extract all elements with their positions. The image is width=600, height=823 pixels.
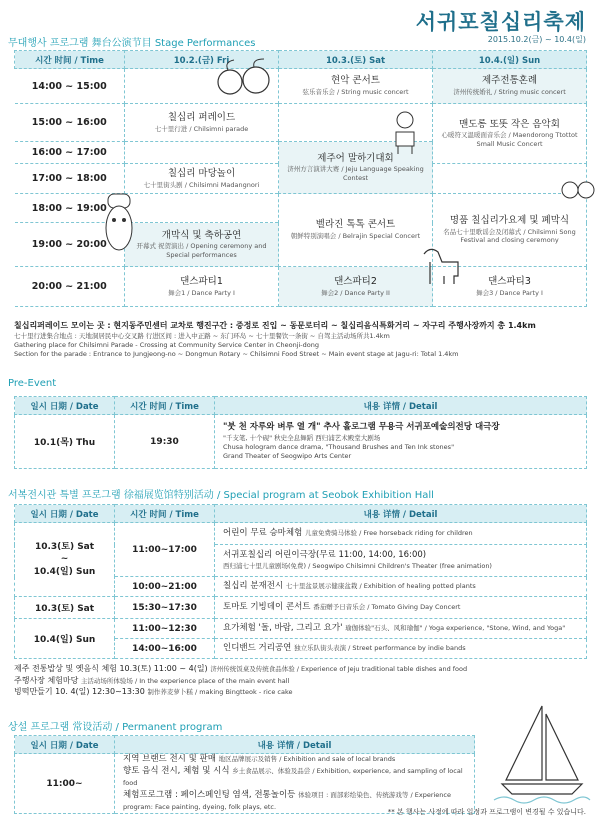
time-slot: 18:00 ~ 19:00 [15, 194, 125, 223]
seobok-date3: 10.4(일) Sun [15, 619, 115, 659]
header-day2: 10.3.(토) Sat [279, 51, 433, 69]
seobok-table [14, 504, 587, 659]
pre-event-time: 19:30 [115, 415, 215, 469]
header-time: 시간 时间 / Time [115, 397, 215, 415]
seobok-section-title: 서복전시관 특별 프로그램 徐福展览馆特别活动 / Special program at Seobok Exhibition Hall [8, 490, 434, 501]
pre-event-date: 10.1(목) Thu [15, 415, 115, 469]
tangerine-illustration [214, 58, 274, 96]
parade-note-line4: Section for the parade : Entrance to Jungjeong-no ~ Dongmun Rotary ~ Chilsimni Food Street ~ Main event stage at Jagu-ri: Total 1.4km [14, 350, 459, 359]
time-slot: 16:00 ~ 17:00 [15, 142, 125, 164]
header-date: 일시 日期 / Date [15, 736, 115, 754]
seobok-row1: 어린이 무료 승마체험 儿童免费骑马体验 / Free horseback riding for children [215, 523, 587, 545]
seobok-note-line2: 주행사장 체험마당 [14, 675, 79, 685]
tangerine-small-illustration [560, 176, 596, 200]
sailboat-illustration [492, 700, 592, 804]
seobok-row4: 토마토 기빙데이 콘서트 番茄赠予日音乐会 / Tomato Giving Day Concert [215, 597, 587, 619]
perf-song-festival: 명품 칠십리가요제 및 폐막식 名品七十里歌谣会及闭幕式 / Chilsimni Song Festival and closing ceremony [433, 194, 587, 267]
time-slot: 19:00 ~ 20:00 [15, 223, 125, 267]
time-slot: 14:00 ~ 15:00 [15, 69, 125, 104]
seobok-time1: 11:00~17:00 [115, 523, 215, 577]
header-content: 내용 详情 / Detail [215, 397, 587, 415]
time-slot: 15:00 ~ 16:00 [15, 104, 125, 142]
seobok-row2: 서귀포칠십리 어린이극장(무료 11:00, 14:00, 16:00) 西归浦七十里儿童剧场(免费) / Seogwipo Chilsimni Children's Theater (free animation) [215, 545, 587, 577]
perf-jeju-speaking: 제주어 말하기대회 济州方言演讲大赛 / Jeju Language Speaking Contest [279, 142, 433, 194]
perf-mandolin-concert: 맨도롱 또똣 작은 음악회 心暖符又温暖面音乐会 / Maendorong Ttottot Small Music Concert [433, 104, 587, 164]
header-day1: 10.2.(금) Fri [125, 51, 279, 69]
stage-section-title: 무대행사 프로그램 舞台公演节目 Stage Performances [8, 38, 256, 49]
header-day3: 10.4.(일) Sun [433, 51, 587, 69]
seobok-row6: 인디밴드 거리공연 独立乐队街头表演 / Street performance by indie bands [215, 639, 587, 659]
pre-event-table [14, 396, 587, 469]
seobok-row3: 칠십리 분재전시 七十里盆景展示健康盆栽 / Exhibition of healing potted plants [215, 577, 587, 597]
seobok-time3: 15:30~17:30 [115, 597, 215, 619]
seobok-row5: 요가체험 '돌, 바람, 그리고 요가' 瑜伽体验"石头、风和瑜伽" / Yoga experience, "Stone, Wind, and Yoga" [215, 619, 587, 639]
header-content: 내용 详情 / Detail [115, 736, 475, 754]
permanent-table [14, 735, 475, 814]
permanent-detail: 지역 브랜드 전시 및 판매 地区品牌展示及销售 / Exhibition and sale of local brands 향토 음식 전시, 체험 및 시식 乡土食品展示、体验及品尝 / Exhibition, experience, and sampling of local food 체험프로그램 : 페이스페인팅 염색, 전통놀이등 体验项目 : 面部彩绘染色、传统游戏等 / Experience program: Face painting, dyeing, folk plays, etc. [115, 754, 475, 814]
festival-logo [416, 6, 586, 45]
parade-note [14, 320, 536, 360]
dolhareubang-illustration [102, 190, 136, 260]
logo-date: 2015.10.2(금) ~ 10.4(일) [487, 35, 586, 44]
seobok-time2: 10:00~21:00 [115, 577, 215, 597]
seobok-time4: 11:00~12:30 [115, 619, 215, 639]
pre-event-title: Pre-Event [8, 378, 57, 389]
seobok-date-range: 10.3(토) Sat ~ 10.4(일) Sun [15, 523, 115, 597]
stage-schedule-table [14, 50, 587, 307]
seobok-time5: 14:00~16:00 [115, 639, 215, 659]
seobok-date2: 10.3(토) Sat [15, 597, 115, 619]
perf-hyeonak: 현악 콘서트 弦乐音乐会 / String music concert [279, 69, 433, 104]
perf-belrajin: 벨라진 톡톡 콘서트 朝鲜特别演唱会 / Belrajin Special Concert [279, 194, 433, 267]
header-date: 일시 日期 / Date [15, 505, 115, 523]
seobok-note: 제주 전통밥상 및 옛음식 체험 10.3(토) 11:00 ~ 4(일) 济州传统饭桌及传统食品体验 / Experience of Jeju traditional table dishes and food 주행사장 체험마당 主活动场所体验场 / In the experience place of the main event hall 빙떡만들기 10. 4(일) 12:30~13:30 制作荞麦萝卜糕 / making Bingtteok - rice cake [14, 664, 468, 697]
seobok-note-line1: 제주 전통밥상 및 옛음식 체험 10.3(토) 11:00 ~ 4(일) [14, 664, 208, 673]
empty-cell [125, 142, 279, 164]
perf-parade: 칠십리 퍼레이드 七十里行进 / Chilsimni parade [125, 104, 279, 142]
header-time: 시간 时间 / Time [15, 51, 125, 69]
child-illustration [388, 110, 422, 156]
time-slot: 17:00 ~ 18:00 [15, 164, 125, 194]
permanent-time: 11:00~ [15, 754, 115, 814]
perf-dance1: 댄스파티1 舞会1 / Dance Party I [125, 267, 279, 307]
perf-traditional-wedding: 제주전통혼례 济州传统婚礼 / String music concert [433, 69, 587, 104]
empty-cell [125, 194, 279, 223]
perf-madang: 칠십리 마당놀이 七十里街头剧 / Chilsimni Madangnori [125, 164, 279, 194]
perf-opening: 개막식 및 축하공연 开幕式 祝贺演出 / Opening ceremony and Special performances [125, 223, 279, 267]
logo-title: 서귀포칠십리축제 [415, 9, 586, 34]
pre-event-detail: "붓 천 자루와 벼루 열 개" 추사 홀로그램 무용극 서귀포예술의전당 대극장 "千支笔, 十个砚" 秋史全息舞蹈 西归浦艺术殿堂大剧场 Chusa hologram dance drama, "Thousand Brushes and Ten Ink stones" Grand Theater of Seogwipo Arts Center [215, 415, 587, 469]
parade-note-line1: 칠십리퍼레이드 모이는 곳 : 현지동주민센터 교차로 행진구간 : 중정로 진입 ~ 동문로터리 ~ 칠십리음식특화거리 ~ 자구리 주행사장까지 총 1.4km [14, 321, 536, 330]
parade-note-line3: Gathering place for Chilsimni Parade - Crossing at Community Service Center in Cheonji-dong [14, 341, 319, 350]
seobok-note-line3: 빙떡만들기 10. 4(일) 12:30~13:30 [14, 687, 145, 697]
parade-note-line2: 七十里行进集合地点 : 天地洞居民中心交叉路 行进区间 : 进入中正路 ~ 东门环岛 ~ 七十里餐饮一条街 ~ 自驾主活动场所共1.4km [14, 331, 390, 340]
header-date: 일시 日期 / Date [15, 397, 115, 415]
header-time: 시간 时间 / Time [115, 505, 215, 523]
footer-note: ** 본 행사는 사정에 따라 일정과 프로그램이 변경될 수 있습니다. [387, 808, 586, 816]
time-slot: 20:00 ~ 21:00 [15, 267, 125, 307]
perf-dance2: 댄스파티2 舞会2 / Dance Party II [279, 267, 433, 307]
perf-dance3: 댄스파티3 舞会3 / Dance Party I [433, 267, 587, 307]
horse-illustration [418, 244, 464, 288]
permanent-section-title: 상설 프로그램 常设活动 / Permanent program [8, 722, 223, 733]
header-content: 내용 详情 / Detail [215, 505, 587, 523]
